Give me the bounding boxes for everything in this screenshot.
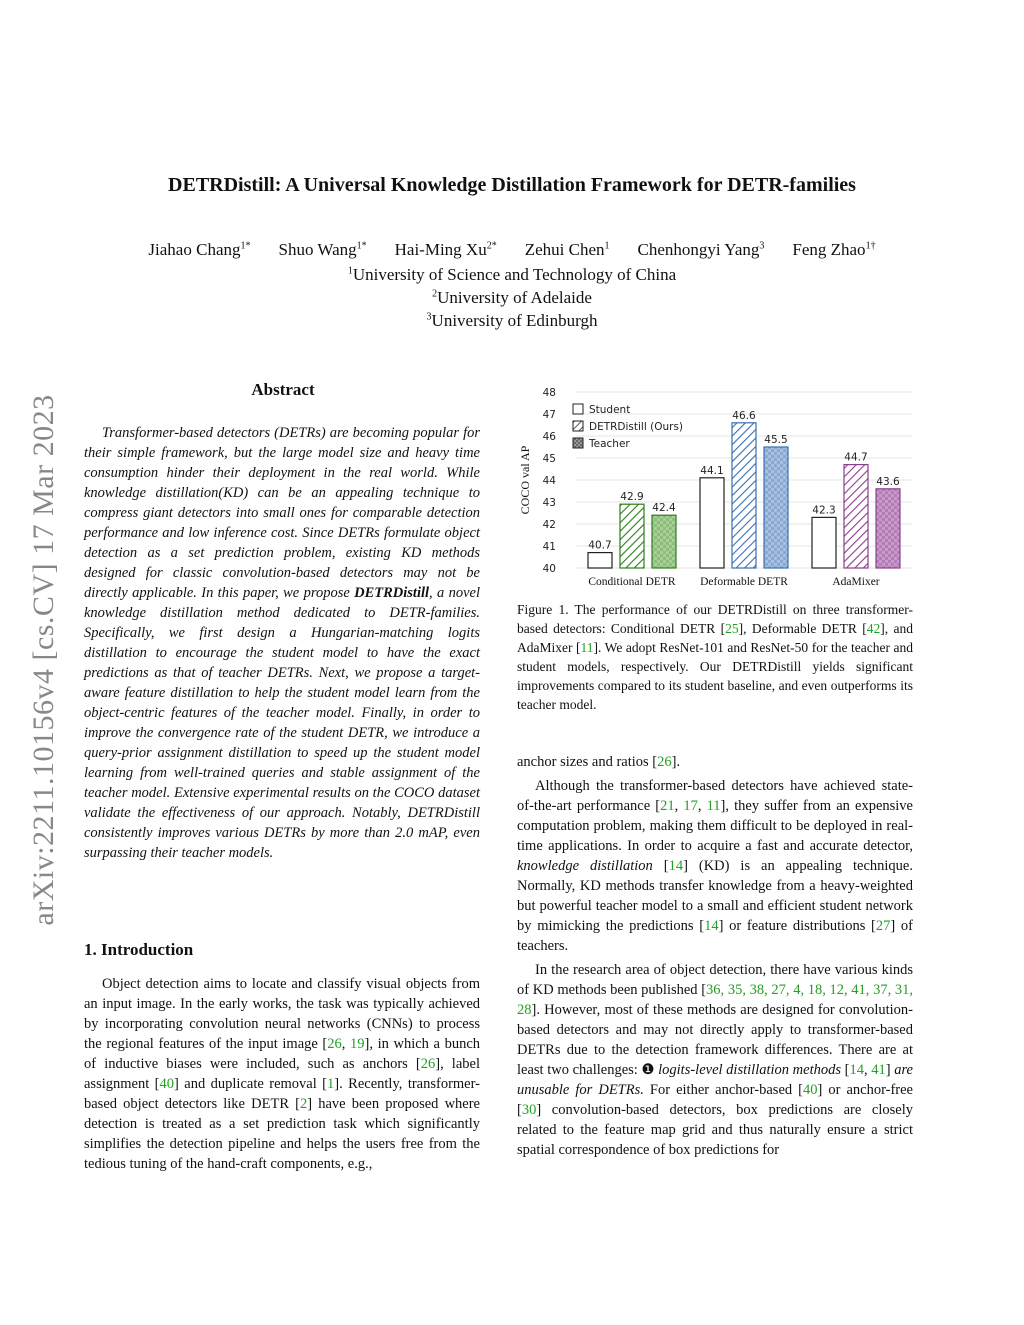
legend-label: DETRDistill (Ours) <box>589 421 684 433</box>
bar-detrdistill-1 <box>732 423 756 568</box>
legend-swatch <box>573 404 583 414</box>
affiliation-1: $^1$University of Science and Technology of China <box>347 265 677 284</box>
abstract-body: Transformer-based detectors (DETRs) are becoming popular for their simple framework, but the large model size and heavy time consumption hinder their deployment in the real world. While knowledge distillation(KD) can be an appealing technique to compress giant detectors into small ones for comparable detection performance and low inference cost. Since DETRs formulate object detection as a set prediction problem, existing KD methods designed for classic convolution-based detectors may not be directly applicable. In this paper, we propose DETRDistill, a novel knowledge distillation method dedicated to DETR-families. Specifically, we first design a Hungarian-matching logits distillation to encourage the student model to have the exact predictions as that of teacher DETRs. Next, we propose a target-aware feature distillation to help the student model learn from the object-centric features of the teacher model. Finally, in order to improve the convergence rate of the student DETR, we introduce a query-prior assignment distillation to speed up the student model learning from well-trained queries and stable assignment of the teacher model. Extensive experimental results on the COCO dataset validate the effectiveness of our approach. Notably, DETRDistill consistently improves various DETRs by more than 2.0 mAP, even surpassing their teacher models. <box>84 425 480 861</box>
y-tick-label: 46 <box>542 431 556 443</box>
citation[interactable]: 1 <box>327 1076 335 1092</box>
author-list <box>0 240 1024 260</box>
y-tick-label: 40 <box>542 563 556 575</box>
citation[interactable]: 2 <box>299 1096 308 1112</box>
bar-value-label: 42.3 <box>812 504 836 517</box>
bar-value-label: 40.7 <box>588 539 612 552</box>
abstract-heading: Abstract <box>251 380 315 399</box>
bar-student-1 <box>700 478 724 568</box>
y-tick-label: 42 <box>542 519 556 531</box>
x-category-labels <box>588 576 879 588</box>
x-category-label: AdaMixer <box>832 576 880 588</box>
bar-value-label: 43.6 <box>876 475 900 488</box>
citation[interactable]: 27 <box>875 918 891 934</box>
paper-title: DETRDistill: A Universal Knowledge Distillation Framework for DETR-families <box>168 174 856 196</box>
performance-bar-chart <box>516 380 916 595</box>
x-category-label: Deformable DETR <box>700 576 788 588</box>
intro-body: Object detection aims to locate and classify visual objects from an input image. In the early works, the task was typically achieved by incorporating convolution neural networks (CNNs) to process the regional features of the input image [26, 19], in which a bunch of inductive biases were included, such as anchors [26], label assignment [40] and duplicate removal [1]. Recently, transformer-based object detectors like DETR [2] have been proposed where detection is treated as a set prediction task which significantly simplifies the detection pipeline and helps the users free from the tedious tuning of the hand-craft components, e.g., <box>84 976 481 1172</box>
citation[interactable]: 14 <box>668 858 684 874</box>
bar-teacher-1 <box>764 447 788 568</box>
citation[interactable]: 30 <box>521 1102 537 1118</box>
citation[interactable]: 14 <box>704 918 719 934</box>
bar-value-label: 46.6 <box>732 409 756 422</box>
legend-swatch <box>573 438 583 448</box>
affiliation-3: $^3$University of Edinburgh <box>426 311 598 330</box>
y-tick-label: 41 <box>542 541 556 553</box>
y-tick-labels <box>543 387 557 575</box>
bar-student-0 <box>588 553 612 568</box>
x-category-label: Conditional DETR <box>588 576 676 588</box>
author-name: Feng Zhao$^{1\dagger}$ <box>792 240 876 259</box>
author-name: Chenhongyi Yang$^3$ <box>637 240 765 259</box>
bar-detrdistill-2 <box>844 465 868 568</box>
chart-legend <box>573 404 683 450</box>
bar-detrdistill-0 <box>620 504 644 568</box>
bar-student-2 <box>812 517 836 568</box>
citation[interactable]: 11 <box>706 798 721 814</box>
y-tick-label: 43 <box>542 497 556 509</box>
author-name: Hai-Ming $Xu^{2*}$ <box>394 240 497 259</box>
citation[interactable]: 17 <box>683 798 698 814</box>
citation[interactable]: 26 <box>420 1056 436 1072</box>
y-tick-label: 47 <box>542 409 556 421</box>
y-axis-label: COCO val AP <box>518 445 532 515</box>
affiliation-2: $^2$University of Adelaide <box>432 288 592 307</box>
citation[interactable]: 19 <box>350 1036 365 1052</box>
figure-caption: Figure 1. The performance of our DETRDistill on three transformer-based detectors: Conditional DETR [25], Deformable DETR [42], and AdaMixer [11]. We adopt ResNet-101 and ResNet-50 for the teacher and student models, respectively. Our DETRDistill yields significant improvements compared to its student baseline, and even outperforms its teacher model. <box>517 602 913 712</box>
y-tick-label: 45 <box>542 453 556 465</box>
bar-teacher-0 <box>652 515 676 568</box>
citation-list[interactable]: 36, 35, 38, 27, 4, 18, 12, 41, 37, 31, 28 <box>517 982 913 1018</box>
legend-label: Teacher <box>589 438 630 450</box>
citation[interactable]: 25 <box>725 621 739 636</box>
citation[interactable]: 21 <box>660 798 675 814</box>
bar-value-label: 44.1 <box>700 464 724 477</box>
bar-value-label: 44.7 <box>844 451 868 464</box>
citation[interactable]: 41 <box>871 1062 886 1078</box>
list-marker: ❶ <box>641 1062 655 1078</box>
author-name: Jiahao Chang$^{1*}$ <box>148 240 251 259</box>
bar-value-label: 42.4 <box>652 502 676 515</box>
author-name: Zehui Chen$^1$ <box>524 240 610 259</box>
citation[interactable]: 11 <box>580 640 594 655</box>
citation[interactable]: 42 <box>866 621 881 636</box>
author-name: Shuo Wang$^{1*}$ <box>278 240 367 259</box>
citation[interactable]: 14 <box>849 1062 864 1078</box>
bar-value-label: 42.9 <box>620 491 644 504</box>
legend-label: Student <box>589 404 631 416</box>
bar-teacher-2 <box>876 489 900 568</box>
citation[interactable]: 26 <box>657 754 672 770</box>
legend-swatch <box>573 421 583 431</box>
arxiv-side-label: arXiv:2211.10156v4 [cs.CV] 17 Mar 2023 <box>27 394 60 926</box>
bar-value-label: 45.5 <box>764 434 788 446</box>
y-tick-label: 44 <box>542 475 556 487</box>
right-column-body: anchor sizes and ratios [26]. Although the transformer-based detectors have achieved state-of-the-art performance [21, 17, 11], they suffer from an expensive computation problem, making them difficult to be deployed in real-time applications. In order to acquire a fast and accurate detector, knowledge distillation [14] (KD) is an appealing technique. Normally, KD methods transfer knowledge from a heavy-weighted but powerful teacher model to a small and efficient student network by mimicking the predictions [14] or feature distributions [27] of teachers. In the research area of object detection, there have various kinds of KD methods been published [36, 35, 38, 27, 4, 18, 12, 41, 37, 31, 28]. However, most of these methods are designed for convolution-based detectors and may not directly apply to transformer-based DETRs due to the detection framework differences. There are at least two challenges: ❶ logits-level distillation methods [14, 41] are unusable for DETRs. For either anchor-based [40] or anchor-free [30] convolution-based detectors, box predictions are closely related to the feature map grid and thus naturally ensure a strict spatial correspondence of box predictions for <box>517 754 913 1158</box>
citation[interactable]: 40 <box>159 1076 175 1092</box>
citation[interactable]: 26 <box>327 1036 342 1052</box>
section-heading-introduction: 1. Introduction <box>84 940 194 959</box>
citation[interactable]: 40 <box>803 1082 818 1098</box>
y-tick-label: 48 <box>542 387 556 399</box>
